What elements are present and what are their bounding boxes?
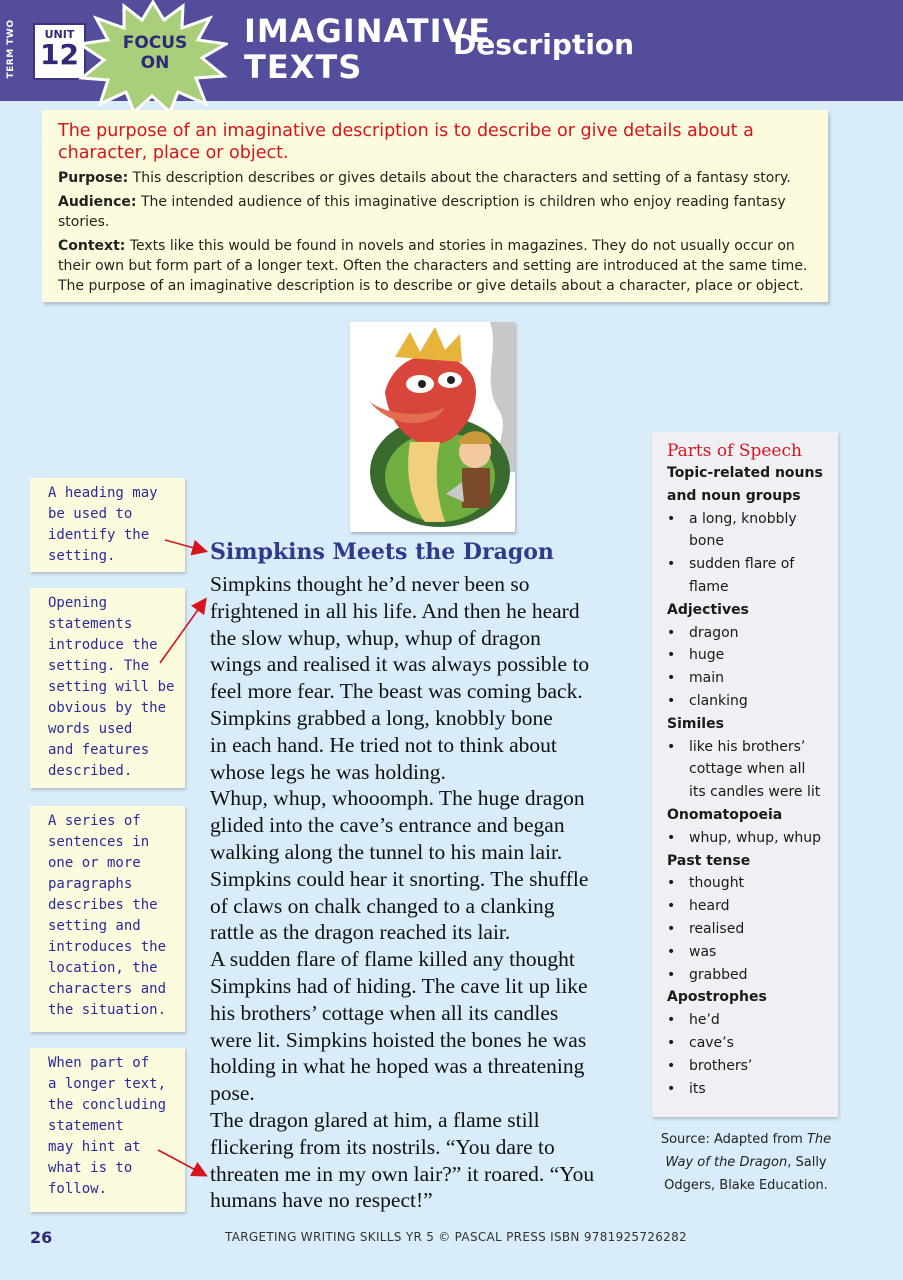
source-credit: Source: Adapted from The Way of the Dragon, Sally Odgers, Blake Education. (660, 1132, 832, 1193)
note-line: setting. The (48, 658, 150, 674)
story-line: Simpkins thought he’d never been so (210, 572, 530, 596)
story-line: holding in what he hoped was a threatening (210, 1054, 585, 1079)
parts-of-speech-title: Parts of Speech (667, 441, 802, 461)
pos-heading: Onomatopoeia (667, 806, 783, 823)
story-line: the slow whup, whup, whup of dragon (210, 625, 541, 650)
note-line: introduce the (48, 637, 158, 653)
pos-item-continued: bone (689, 533, 724, 550)
note-line: describes the (48, 897, 158, 913)
note-sentences (30, 806, 185, 1032)
pos-item: • he’d (667, 1009, 834, 1032)
story-line: were lit. Simpkins hoisted the bones he was (210, 1027, 587, 1052)
unit-number: 12 (40, 38, 79, 71)
pos-item: • heard (667, 895, 834, 918)
story-line: glided into the cave’s entrance and began (210, 813, 565, 838)
note-line: one or more (48, 855, 141, 871)
note-line: obvious by the (48, 700, 167, 716)
pos-heading: Similes (667, 715, 724, 732)
note-concluding (30, 1048, 185, 1212)
pos-heading: Adjectives (667, 601, 749, 618)
story-line: threaten me in my own lair?” it roared. “You (210, 1161, 595, 1186)
note-line: setting and (48, 918, 141, 934)
pos-item-continued: cottage when all (689, 761, 806, 778)
story-line: The dragon glared at him, a flame still (210, 1107, 540, 1132)
story-line: Whup, whup, whooomph. The huge dragon (210, 786, 585, 811)
pos-heading: Apostrophes (667, 989, 767, 1006)
page-title-line2: TEXTS (244, 48, 363, 86)
story-line: in each hand. He tried not to think about (210, 732, 557, 757)
purpose-box (42, 110, 828, 302)
pos-heading: Topic-related nouns (667, 465, 823, 481)
context-line: Context: Texts like this would be found in novels and stories in magazines. They do not usually occur on their own but form part of a longer text. Often the characters and setting are introduced at the same time. The purpose of an imaginative description is to describe or give details about a character, place or object. (58, 238, 808, 294)
note-line: may hint at (48, 1139, 141, 1155)
note-line: introduces the (48, 939, 167, 955)
story-line: flickering from its nostrils. “You dare to (210, 1134, 555, 1159)
pos-item: • realised (667, 918, 834, 941)
focus-on-burst (78, 0, 228, 112)
parts-of-speech-box (652, 432, 838, 1117)
story-line: wings and realised it was always possible to (210, 652, 590, 677)
pos-item: • brothers’ (667, 1055, 834, 1078)
purpose-line: Purpose: This description describes or gives details about the characters and setting of a fantasy story. (58, 170, 791, 186)
note-line: setting will be (48, 679, 175, 695)
note-heading (30, 478, 185, 572)
on-text: ON (140, 53, 170, 73)
story-text (210, 571, 650, 1214)
note-line: sentences in (48, 834, 150, 850)
parts-of-speech-list (667, 462, 834, 1100)
pos-item-continued: its candles were lit (689, 784, 821, 801)
story-line: pose. (210, 1081, 255, 1106)
note-line: Opening (48, 595, 108, 611)
story-line: rattle as the dragon reached its lair. (210, 920, 511, 945)
note-line: be used to (48, 506, 133, 522)
pos-item: • its (667, 1078, 834, 1101)
audience-line: Audience: The intended audience of this imaginative description is children who enjoy reading fantasy stories. (58, 194, 786, 230)
note-line: A series of (48, 813, 141, 829)
story-line: walking along the tunnel to his main lair. (210, 839, 563, 864)
story-line: Simpkins grabbed a long, knobbly bone (210, 705, 553, 730)
pos-item: • grabbed (667, 964, 834, 987)
dragon-illustration (350, 322, 515, 532)
note-line: what is to (48, 1160, 133, 1176)
note-line: a longer text, (48, 1076, 167, 1092)
page-title-line1: IMAGINATIVE (244, 12, 492, 50)
term-label: TERM TWO (6, 19, 16, 79)
pos-item: • dragon (667, 622, 834, 645)
pos-item: • whup, whup, whup (667, 827, 834, 850)
note-line: words used (48, 721, 133, 737)
unit-label: UNIT (44, 28, 75, 41)
note-line: statement (48, 1118, 124, 1134)
note-line: characters and (48, 981, 167, 997)
note-line: setting. (48, 548, 116, 564)
pos-item: • thought (667, 872, 834, 895)
story-line: Simpkins had of hiding. The cave lit up like (210, 973, 588, 998)
pos-heading: Past tense (667, 852, 751, 869)
story-line: feel more fear. The beast was coming back. (210, 679, 583, 704)
pos-item: • cave’s (667, 1032, 834, 1055)
pos-item: • was (667, 941, 834, 964)
story-line: Simpkins could hear it snorting. The shuffle (210, 866, 589, 891)
story-line: of claws on chalk changed to a clanking (210, 893, 555, 918)
pos-item: • main (667, 667, 834, 690)
note-line: identify the (48, 527, 150, 543)
note-line: the situation. (48, 1002, 167, 1018)
pos-item-continued: flame (689, 578, 729, 595)
note-line: A heading may (48, 485, 158, 501)
story-line: whose legs he was holding. (210, 759, 446, 784)
note-opening (30, 588, 185, 788)
pos-item: • clanking (667, 690, 834, 713)
footer-text: TARGETING WRITING SKILLS YR 5 © PASCAL PRESS ISBN 9781925726282 (225, 1230, 687, 1244)
purpose-lead: The purpose of an imaginative description is to describe or give details about a character, place or object. (58, 121, 754, 163)
note-line: the concluding (48, 1097, 167, 1113)
pos-item: • like his brothers’ (667, 736, 834, 759)
note-line: described. (48, 763, 133, 779)
note-line: location, the (48, 960, 158, 976)
pos-heading: and noun groups (667, 487, 801, 504)
note-line: paragraphs (48, 876, 133, 892)
story-line: frightened in all his life. And then he heard (210, 598, 580, 623)
page-number: 26 (30, 1228, 53, 1247)
story-line: humans have no respect!” (210, 1188, 433, 1213)
story-line: A sudden flare of flame killed any thought (210, 947, 575, 972)
note-line: follow. (48, 1181, 108, 1197)
focus-text: FOCUS (122, 33, 188, 53)
note-line: and features (48, 742, 150, 758)
note-line: When part of (48, 1055, 150, 1071)
pos-item: • a long, knobbly (667, 508, 834, 531)
story-title: Simpkins Meets the Dragon (210, 539, 554, 565)
page-subtitle: Description (453, 28, 635, 61)
story-line: his brothers’ cottage when all its candles (210, 1000, 559, 1025)
pos-item: • sudden flare of (667, 553, 834, 576)
pos-item: • huge (667, 644, 834, 667)
note-line: statements (48, 616, 133, 632)
